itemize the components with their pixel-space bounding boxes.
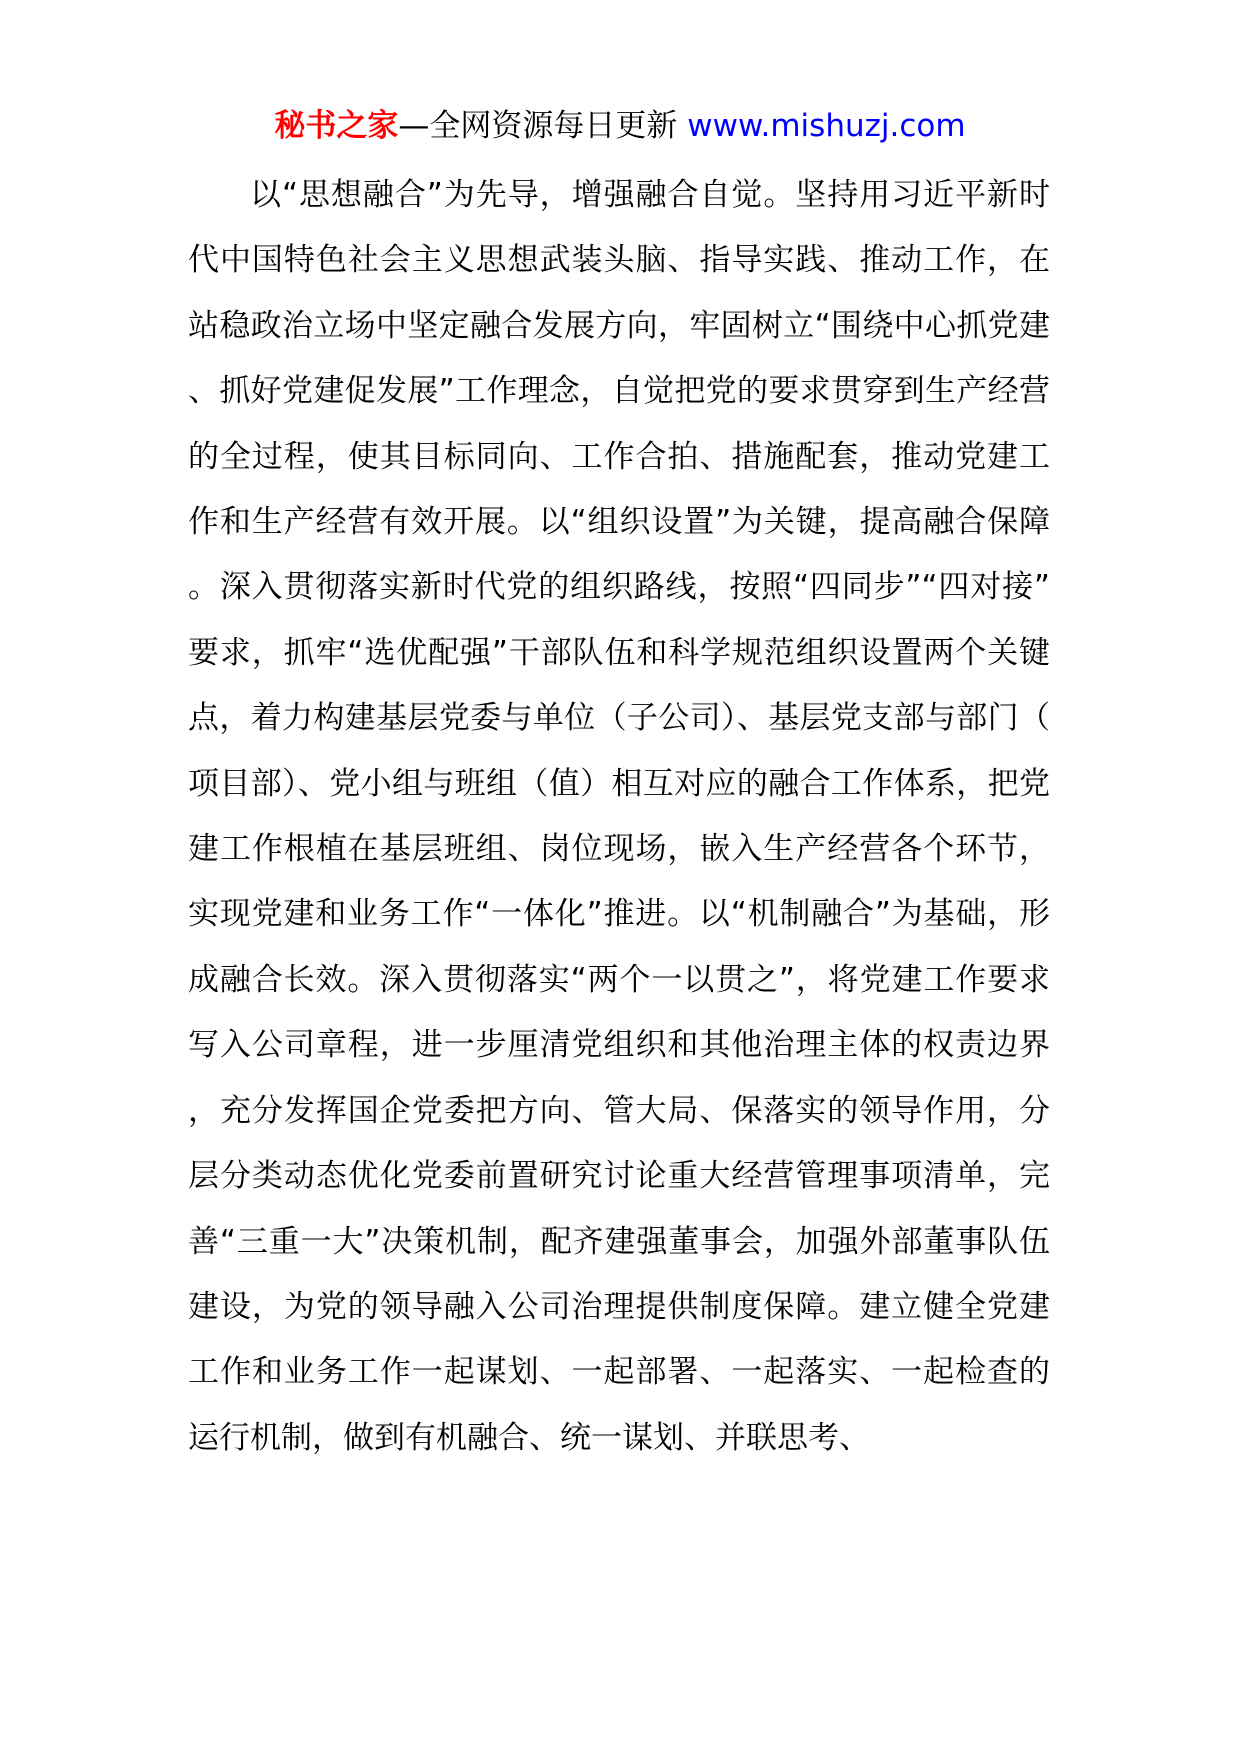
page-header (0, 104, 1240, 148)
site-brand: 秘书之家 (274, 108, 399, 144)
site-tagline: —全网资源每日更新 (398, 108, 688, 144)
site-url-link[interactable]: www.mishuzj.com (687, 108, 966, 144)
body-paragraph: 以“思想融合”为先导，增强融合自觉。坚持用习近平新时代中国特色社会主义思想武装头脑、指导实践、推动工作，在站稳政治立场中坚定融合发展方向，牢固树立“围绕中心抓党建、抓好党建促发展”工作理念，自觉把党的要求贯穿到生产经营的全过程，使其目标同向、工作合拍、措施配套，推动党建工作和生产经营有效开展。以“组织设置”为关键，提高融合保障。深入贯彻落实新时代党的组织路线，按照“四同步”“四对接”要求，抓牢“选优配强”干部队伍和科学规范组织设置两个关键点，着力构建基层党委与单位（子公司）、基层党支部与部门（项目部）、党小组与班组（值）相互对应的融合工作体系，把党建工作根植在基层班组、岗位现场，嵌入生产经营各个环节，实现党建和业务工作“一体化”推进。以“机制融合”为基础，形成融合长效。深入贯彻落实“两个一以贯之”，将党建工作要求写入公司章程，进一步厘清党组织和其他治理主体的权责边界，充分发挥国企党委把方向、管大局、保落实的领导作用，分层分类动态优化党委前置研究讨论重大经营管理事项清单，完善“三重一大”决策机制，配齐建强董事会，加强外部董事队伍建设，为党的领导融入公司治理提供制度保障。建立健全党建工作和业务工作一起谋划、一起部署、一起落实、一起检查的运行机制，做到有机融合、统一谋划、并联思考、 (188, 177, 1050, 1456)
